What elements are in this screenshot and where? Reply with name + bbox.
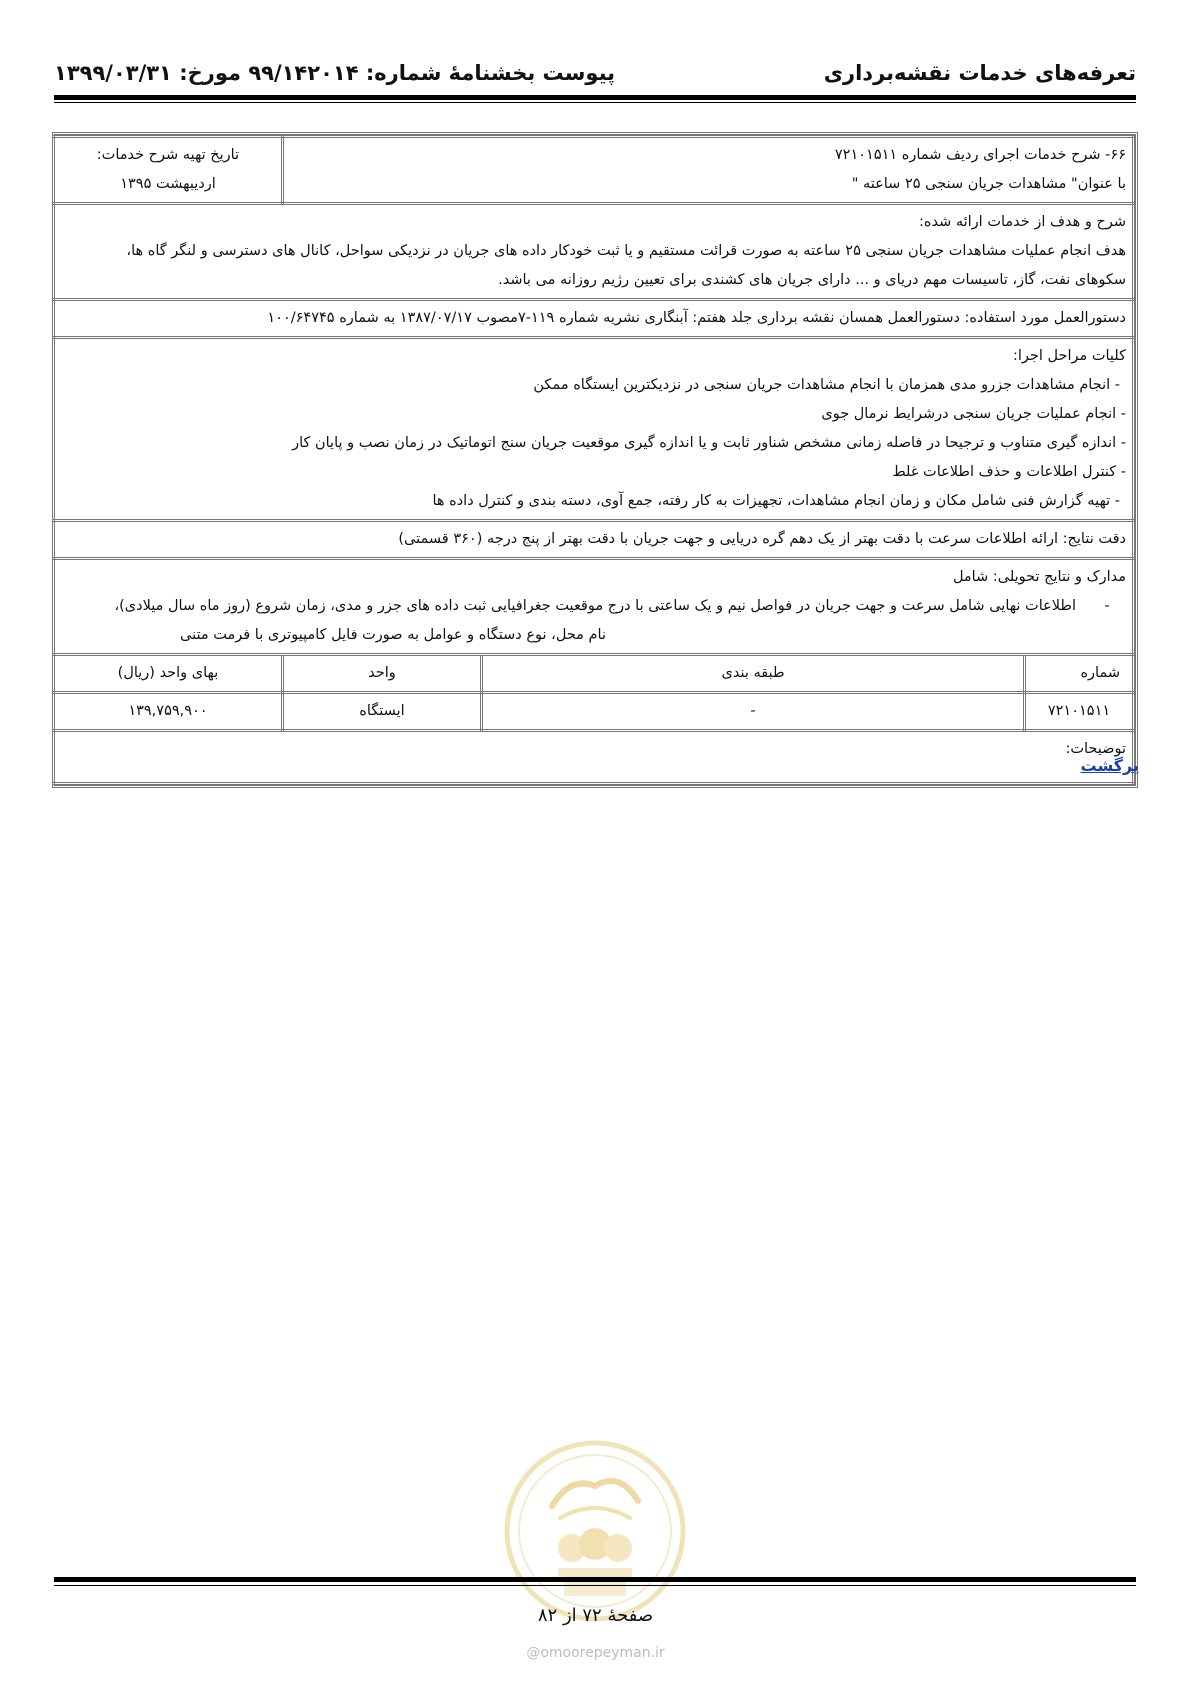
service-name-line: با عنوان" مشاهدات جریان سنجی ۲۵ ساعته " <box>851 176 1126 192</box>
description-line: سکوهای نفت، گاز، تاسیسات مهم دریای و ... دارای جریان های کشندی برای تعیین رژیم روزانه می باشد. <box>498 272 1126 288</box>
price-header-unit-price: بهای واحد (ریال) <box>53 655 282 693</box>
price-cell-category: - <box>482 693 1025 731</box>
step-item: - انجام عملیات جریان سنجی درشرایط نرمال جوی <box>821 406 1126 422</box>
price-row <box>53 693 1133 731</box>
footer-rule-thick <box>54 1577 1136 1582</box>
footer-rule-thin <box>54 1585 1136 1586</box>
steps-cell <box>53 338 1133 521</box>
service-number-line: ۶۶- شرح خدمات اجرای ردیف شماره ۷۲۱۰۱۵۱۱ <box>834 147 1126 163</box>
steps-row <box>53 338 1133 521</box>
description-cell <box>53 204 1133 300</box>
deliverables-row <box>53 559 1133 655</box>
accuracy-cell <box>53 521 1133 559</box>
step-item: - کنترل اطلاعات و حذف اطلاعات غلط <box>892 464 1126 480</box>
service-table <box>52 135 1135 785</box>
attachment-reference: پیوست بخشنامهٔ شماره: ۹۹/۱۴۲۰۱۴ مورخ: ۱۳۹۹/۰۳/۳۱ <box>54 61 616 85</box>
description-row <box>53 204 1133 300</box>
service-title-cell <box>282 137 1133 204</box>
page-number: صفحهٔ ۷۲ از ۸۲ <box>537 1605 654 1626</box>
price-header-unit: واحد <box>282 655 481 693</box>
service-date-label: تاریخ تهیه شرح خدمات: <box>96 147 240 163</box>
steps-heading: کلیات مراحل اجرا: <box>1012 348 1126 364</box>
deliverables-dash: - <box>1104 598 1110 614</box>
price-cell-unit-price: ۱۳۹,۷۵۹,۹۰۰ <box>53 693 282 731</box>
deliverables-item <box>61 592 1126 621</box>
header-rule-thick <box>54 95 1136 100</box>
manual-text: دستورالعمل مورد استفاده: دستورالعمل همسان نقشه برداری جلد هفتم: آبنگاری نشریه شماره ۱۱۹-۷مصوب ۱۳۸۷/۰۷/۱۷ به شماره ۱۰۰/۶۴۷۴۵ <box>267 310 1126 326</box>
price-header-row <box>53 655 1133 693</box>
deliverables-line: اطلاعات نهایی شامل سرعت و جهت جریان در فواصل نیم و یک ساعتی با درج موقعیت جغرافیایی ثبت داده های جزر و مدی، زمان شروع (روز ماه سال میلادی)، <box>114 598 1076 614</box>
price-cell-unit: ایستگاه <box>282 693 481 731</box>
footer-website: @omoorepeyman.ir <box>526 1645 665 1661</box>
price-header-number: شماره <box>1025 655 1134 693</box>
notes-label: توضیحات: <box>1065 741 1126 757</box>
service-date-value: اردیبهشت ۱۳۹۵ <box>120 176 216 192</box>
step-item: - تهیه گزارش فنی شامل مکان و زمان انجام مشاهدات، تجهیزات به کار رفته، جمع آوی، دسته بندی و کنترل داده ها <box>432 493 1120 509</box>
page-header <box>54 58 1136 88</box>
service-frame <box>52 132 1138 788</box>
step-item: - اندازه گیری متناوب و ترجیحا در فاصله زمانی مشخص شناور ثابت و یا اندازه گیری موقعیت جریان سنج اتوماتیک در زمان نصب و پایان کار <box>292 435 1126 451</box>
deliverables-heading: مدارک و نتایج تحویلی: شامل <box>952 569 1126 585</box>
price-header-category: طبقه بندی <box>482 655 1025 693</box>
price-cell-number: ۷۲۱۰۱۵۱۱ <box>1025 693 1134 731</box>
back-link[interactable]: برگشت <box>1080 756 1139 775</box>
notes-row <box>53 731 1133 784</box>
accuracy-text: دقت نتایج: ارائه اطلاعات سرعت با دقت بهتر از یک دهم گره دریایی و جهت جریان با دقت بهتر از پنج درجه (۳۶۰ قسمتی) <box>398 531 1126 547</box>
watermark-seal-logo <box>500 1436 690 1626</box>
deliverables-cell <box>53 559 1133 655</box>
deliverables-line: نام محل، نوع دستگاه و عوامل به صورت فایل کامپیوتری با فرمت متنی <box>180 627 606 643</box>
document-title: تعرفه‌های خدمات نقشه‌برداری <box>823 61 1136 85</box>
service-title-row <box>53 137 1133 204</box>
notes-cell <box>53 731 1133 784</box>
step-item: - انجام مشاهدات جزرو مدی همزمان با انجام مشاهدات جریان سنجی در نزدیکترین ایستگاه ممکن <box>533 377 1120 393</box>
description-line: هدف انجام عملیات مشاهدات جریان سنجی ۲۵ ساعته به صورت قرائت مستقیم و یا ثبت خودکار داده های جریان در نزدیکی سواحل، کانال های دسترسی و لنگر گاه ها، <box>126 243 1126 259</box>
service-date-cell <box>53 137 282 204</box>
manual-row <box>53 300 1133 338</box>
header-rule-thin <box>54 102 1136 103</box>
accuracy-row <box>53 521 1133 559</box>
description-heading: شرح و هدف از خدمات ارائه شده: <box>918 214 1126 230</box>
manual-cell <box>53 300 1133 338</box>
